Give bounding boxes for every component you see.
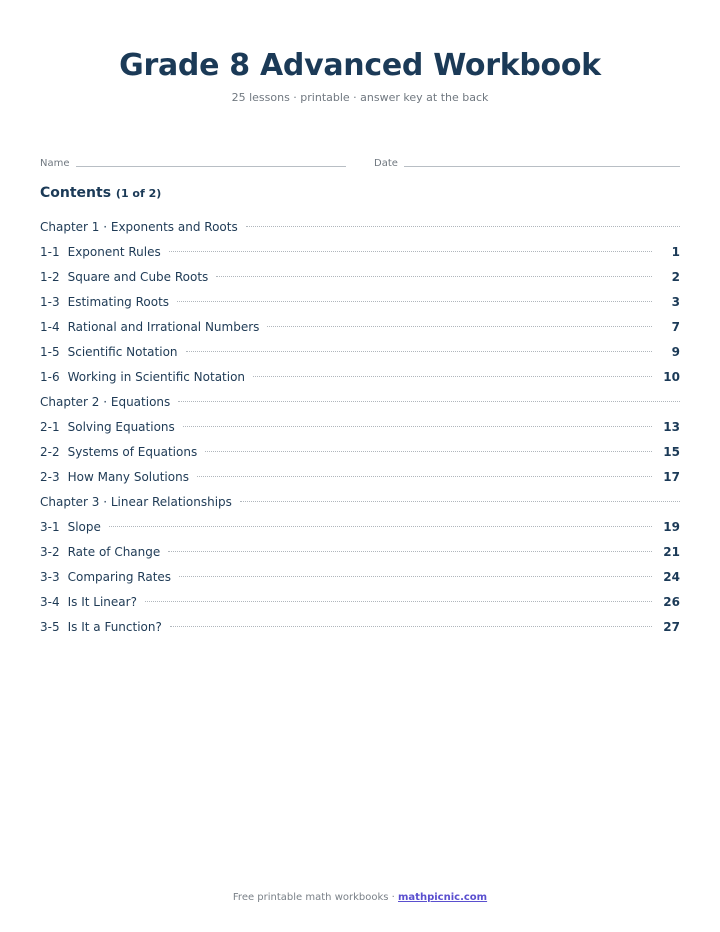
toc-lesson-number: 1-5 bbox=[40, 345, 60, 359]
toc-dot-leader bbox=[267, 326, 652, 327]
toc-dot-leader bbox=[109, 526, 652, 527]
toc-lesson-number: 1-1 bbox=[40, 245, 60, 259]
toc-lesson-title: Estimating Roots bbox=[67, 295, 170, 309]
page-title: Grade 8 Advanced Workbook bbox=[119, 48, 601, 83]
toc-page-number: 10 bbox=[663, 370, 680, 384]
toc-page-number: 9 bbox=[671, 345, 680, 359]
name-field[interactable] bbox=[40, 155, 346, 171]
date-field[interactable] bbox=[374, 155, 680, 171]
toc-lesson-title: Square and Cube Roots bbox=[67, 270, 209, 284]
toc-page-number: 7 bbox=[671, 320, 680, 334]
toc-page-number: 17 bbox=[663, 470, 680, 484]
toc-dot-leader bbox=[170, 626, 652, 627]
toc-dot-leader bbox=[246, 226, 680, 227]
toc-dot-leader bbox=[168, 551, 652, 552]
toc-lesson-row[interactable] bbox=[40, 240, 680, 265]
toc-lesson-number: 3-3 bbox=[40, 570, 60, 584]
toc-lesson-row[interactable] bbox=[40, 465, 680, 490]
date-line bbox=[404, 166, 680, 167]
footer-link[interactable]: mathpicnic.com bbox=[398, 892, 488, 903]
toc-dot-leader bbox=[253, 376, 652, 377]
toc-lesson-title: Solving Equations bbox=[67, 420, 175, 434]
contents-title: Contents bbox=[40, 185, 112, 201]
toc-page-number: 1 bbox=[671, 245, 680, 259]
toc-lesson-row[interactable] bbox=[40, 340, 680, 365]
toc-lesson-number: 3-5 bbox=[40, 620, 60, 634]
toc-lesson-row[interactable] bbox=[40, 365, 680, 390]
toc-chapter-row[interactable] bbox=[40, 215, 680, 240]
toc-dot-leader bbox=[179, 576, 652, 577]
toc-lesson-number: 3-2 bbox=[40, 545, 60, 559]
footer-text: Free printable math workbooks · bbox=[232, 892, 399, 903]
toc-lesson-title: Is It Linear? bbox=[67, 595, 137, 609]
toc-lesson-number: 3-1 bbox=[40, 520, 60, 534]
toc-dot-leader bbox=[186, 351, 652, 352]
toc-lesson-number: 2-3 bbox=[40, 470, 60, 484]
toc-dot-leader bbox=[197, 476, 652, 477]
toc-lesson-row[interactable] bbox=[40, 615, 680, 640]
toc-dot-leader bbox=[169, 251, 652, 252]
toc-lesson-row[interactable] bbox=[40, 415, 680, 440]
toc-lesson-title: Slope bbox=[67, 520, 101, 534]
name-date-fields bbox=[40, 155, 680, 171]
toc-lesson-title: How Many Solutions bbox=[67, 470, 189, 484]
toc-page-number: 2 bbox=[671, 270, 680, 284]
toc-page-number: 21 bbox=[663, 545, 680, 559]
toc-dot-leader bbox=[216, 276, 652, 277]
toc-page-number: 24 bbox=[663, 570, 680, 584]
toc-lesson-row[interactable] bbox=[40, 515, 680, 540]
toc-page-number: 19 bbox=[663, 520, 680, 534]
toc-lesson-title: Rational and Irrational Numbers bbox=[67, 320, 260, 334]
toc-lesson-title: Is It a Function? bbox=[67, 620, 162, 634]
toc-lesson-row[interactable] bbox=[40, 315, 680, 340]
toc-lesson-number: 1-6 bbox=[40, 370, 60, 384]
toc-chapter-title: Chapter 2 · Equations bbox=[40, 395, 171, 409]
toc-dot-leader bbox=[183, 426, 652, 427]
toc-page-number: 15 bbox=[663, 445, 680, 459]
toc-lesson-number: 2-1 bbox=[40, 420, 60, 434]
toc-lesson-title: Working in Scientific Notation bbox=[67, 370, 246, 384]
toc-dot-leader bbox=[240, 501, 680, 502]
toc-lesson-title: Systems of Equations bbox=[67, 445, 198, 459]
page-subtitle: 25 lessons · printable · answer key at the back bbox=[231, 91, 489, 104]
toc-lesson-row[interactable] bbox=[40, 540, 680, 565]
table-of-contents bbox=[40, 215, 680, 640]
toc-lesson-title: Rate of Change bbox=[67, 545, 161, 559]
toc-dot-leader bbox=[205, 451, 652, 452]
toc-dot-leader bbox=[145, 601, 652, 602]
toc-lesson-row[interactable] bbox=[40, 265, 680, 290]
toc-lesson-row[interactable] bbox=[40, 590, 680, 615]
toc-dot-leader bbox=[177, 301, 652, 302]
toc-lesson-row[interactable] bbox=[40, 440, 680, 465]
toc-lesson-number: 1-3 bbox=[40, 295, 60, 309]
toc-chapter-title: Chapter 3 · Linear Relationships bbox=[40, 495, 232, 509]
toc-lesson-number: 1-2 bbox=[40, 270, 60, 284]
toc-lesson-title: Exponent Rules bbox=[67, 245, 161, 259]
name-line bbox=[76, 166, 346, 167]
toc-lesson-title: Scientific Notation bbox=[67, 345, 178, 359]
toc-page-number: 13 bbox=[663, 420, 680, 434]
toc-page-number: 26 bbox=[663, 595, 680, 609]
contents-heading bbox=[40, 183, 161, 204]
date-label: Date bbox=[374, 158, 398, 169]
contents-part: (1 of 2) bbox=[115, 187, 162, 200]
toc-lesson-number: 3-4 bbox=[40, 595, 60, 609]
toc-lesson-row[interactable] bbox=[40, 565, 680, 590]
toc-dot-leader bbox=[178, 401, 680, 402]
toc-lesson-number: 1-4 bbox=[40, 320, 60, 334]
toc-lesson-title: Comparing Rates bbox=[67, 570, 172, 584]
footer bbox=[0, 891, 720, 905]
toc-chapter-row[interactable] bbox=[40, 490, 680, 515]
toc-page-number: 3 bbox=[671, 295, 680, 309]
toc-chapter-title: Chapter 1 · Exponents and Roots bbox=[40, 220, 238, 234]
toc-lesson-row[interactable] bbox=[40, 290, 680, 315]
toc-chapter-row[interactable] bbox=[40, 390, 680, 415]
name-label: Name bbox=[40, 158, 70, 169]
toc-lesson-number: 2-2 bbox=[40, 445, 60, 459]
toc-page-number: 27 bbox=[663, 620, 680, 634]
